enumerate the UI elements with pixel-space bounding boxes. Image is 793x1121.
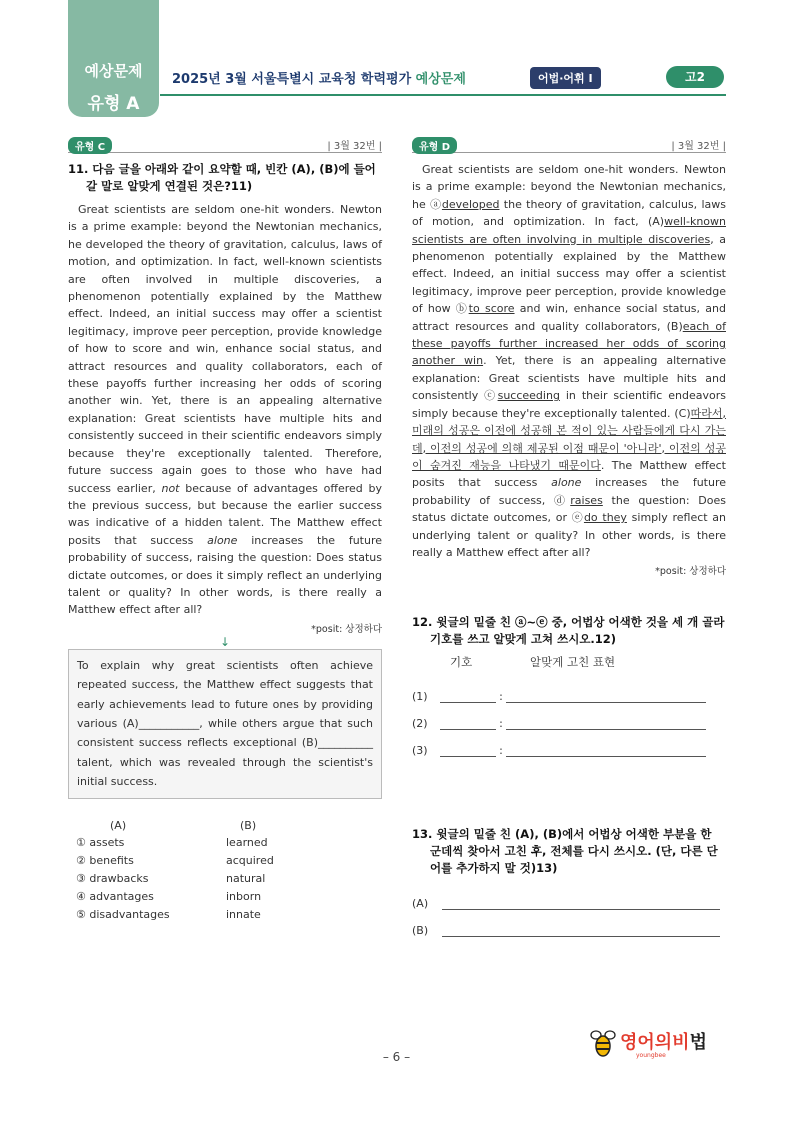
choice-5[interactable]: ⑤ disadvantages innate <box>76 907 261 921</box>
choice-3[interactable]: ③ drawbacks natural <box>76 871 266 885</box>
question-12-title: 12. 윗글의 밑줄 친 ⓐ~ⓔ 중, 어법상 어색한 것을 세 개 골라 기호를 쓰고 알맞게 고쳐 쓰시오.12) <box>412 615 725 646</box>
brand-sub: youngbee <box>636 1052 666 1059</box>
category-badge: 어법·어휘 I <box>530 67 601 89</box>
section-tab-label: 예상문제 <box>84 62 143 80</box>
question-type-badge: 유형 C <box>68 137 112 154</box>
underline-B: each of these payoffs further increased her odds of scoring another win <box>412 319 726 368</box>
choice-1[interactable]: ① assets learned <box>76 836 268 850</box>
brand-name: 영어의비법 <box>620 1032 707 1053</box>
answer-table-header: 기호 알맞게 고친 표현 <box>450 655 616 669</box>
question-source: | 3월 32번 | <box>671 141 726 152</box>
answer-choices <box>68 819 382 926</box>
underline-d: raises <box>570 493 603 507</box>
summary-box: To explain why great scientists often achieve repeated success, the Matthew effect suggests that early achievements lead to future ones by providing various (A)___________, while others argue that such consistent success reflects exceptional (B)__________ talent, which was revealed through the scientist's initial success. <box>68 649 382 799</box>
page-number: – 6 – <box>382 1050 411 1064</box>
footnote: *posit: 상정하다 <box>655 566 726 578</box>
emphasis-not: not <box>161 481 180 495</box>
choice-2[interactable]: ② benefits acquired <box>76 854 274 868</box>
blank-a: ___________ <box>138 716 200 730</box>
underline-C: 따라서, 미래의 성공은 이전에 성공해 본 적이 있는 사람들에게 다시 가는데, 이전의 성공에 의해 제공된 이점 때문이 '아니라', 이전의 성공이 숨겨진 재능을 나타냈기 때문이다 <box>412 406 726 472</box>
correction-answer-field[interactable] <box>506 745 706 757</box>
page-title-main: 2025년 3월 서울특별시 교육청 학력평가 <box>172 72 416 87</box>
page-title-highlight: 예상문제 <box>415 72 466 87</box>
grade-badge: 고2 <box>666 66 724 88</box>
right-column <box>412 137 726 577</box>
footnote: *posit: 상정하다 <box>311 623 382 635</box>
symbol-answer-field[interactable] <box>440 691 496 703</box>
arrow-down-icon: ↓ <box>219 634 231 649</box>
correction-answer-field[interactable] <box>506 718 706 730</box>
question-11-title: 11. 다음 글을 아래와 같이 요약할 때, 빈칸 (A), (B)에 들어갈 말로 알맞게 연결된 것은?11) <box>68 162 376 193</box>
underline-b: to score <box>468 302 515 316</box>
passage-text: Great scientists are seldom one-hit wonders. Newton is a prime example: beyond the Newtonian mechanics, he developed the theory of gravitation, calculus, laws of motion, and optimization. In fact, well-known scientists are often involved in multiple discoveries, a phenomenon potentially explained by the Matthew effect. Indeed, an initial success may offer a scientist legitimacy, improve peer perception, provide knowledge of how to score and win, enhance social status, and attract resources and quality collaborators, each of these payoffs further increasing her odds of scoring another win. Yet, there is an appealing alternative explanation: Great scientists have multiple hits and consistently succeed in their scientific endeavors simply because they're exceptionally talented. Therefore, future success again goes to those who have had success earlier, not because of advantages offered by the previous success, but because the earlier success was indicative of a hidden talent. The Matthew effect posits that success alone increases the future probability of success, raising the question: Does status dictate outcomes, or does it simply reflect an underlying talent or quality? In other words, is there really a Matthew effect after all? <box>68 203 382 617</box>
question-source: | 3월 32번 | <box>327 141 382 152</box>
section-tab-type: 유형 A <box>87 94 140 114</box>
question-type-bar <box>68 137 382 153</box>
symbol-answer-field[interactable] <box>440 745 496 757</box>
question-12 <box>412 614 726 757</box>
page-header <box>172 66 727 90</box>
question-13-title: 13. 윗글의 밑줄 친 (A), (B)에서 어법상 어색한 부분을 한 군데씩 찾아서 고친 후, 전체를 다시 쓰시오. (단, 다른 단어를 추가하지 말 것)13) <box>412 827 718 875</box>
header-divider <box>160 94 726 96</box>
page-title <box>172 68 466 87</box>
emphasis-alone: alone <box>551 476 582 490</box>
bee-icon <box>590 1028 616 1058</box>
rewrite-answer-field[interactable] <box>442 898 720 910</box>
choices-header: (A) (B) <box>110 818 257 832</box>
answer-row-A: (A) <box>412 883 726 910</box>
brand-logo <box>590 1026 720 1060</box>
left-column <box>68 137 382 925</box>
underline-e: do they <box>583 511 627 525</box>
correction-answer-field[interactable] <box>506 691 706 703</box>
symbol-answer-field[interactable] <box>440 718 496 730</box>
answer-row-2: (2) : <box>412 703 726 730</box>
underline-c: succeeding <box>497 389 560 403</box>
emphasis-alone: alone <box>207 533 238 547</box>
section-tab <box>68 0 159 117</box>
underline-a: developed <box>441 197 500 211</box>
blank-b: __________ <box>318 736 373 750</box>
underline-A: well-known scientists are often involving in multiple discoveries <box>412 215 726 246</box>
grammar-passage: Great scientists are seldom one-hit wonders. Newton is a prime example: beyond the Newtonian mechanics, he ⓐdeveloped the theory of gravitation, calculus, laws of motion, and optimization. In fact, (A)well-known scientists are often involving in multiple discoveries, a phenomenon potentially explained by the Matthew effect. Indeed, an initial success may offer a scientist legitimacy, improve peer perception, provide knowledge of how ⓑto score and win, enhance social status, and attract resources and quality collaborators, (B)each of these payoffs further increased her odds of scoring another win. Yet, there is an appealing alternative explanation: Great scientists have multiple hits and consistently ⓒsucceeding in their scientific endeavors simply because they're exceptionally talented. (C)따라서, 미래의 성공은 이전에 성공해 본 적이 있는 사람들에게 다시 가는데, 이전의 성공에 의해 제공된 이점 때문이 '아니라', 이전의 성공이 숨겨진 재능을 나타냈기 때문이다. The Matthew effect posits that success alone increases the future probability of success, ⓓraises the question: Does status dictate outcomes, or ⓔdo they simply reflect an underlying talent or quality? In other words, is there really a Matthew effect after all? <box>412 163 727 559</box>
answer-row-B: (B) <box>412 910 726 937</box>
rewrite-answer-field[interactable] <box>442 925 720 937</box>
question-type-badge: 유형 D <box>412 137 457 154</box>
question-type-bar <box>412 137 726 153</box>
question-13 <box>412 826 726 937</box>
answer-row-1: (1) : <box>412 676 726 703</box>
choice-4[interactable]: ④ advantages inborn <box>76 889 262 903</box>
answer-row-3: (3) : <box>412 730 726 757</box>
